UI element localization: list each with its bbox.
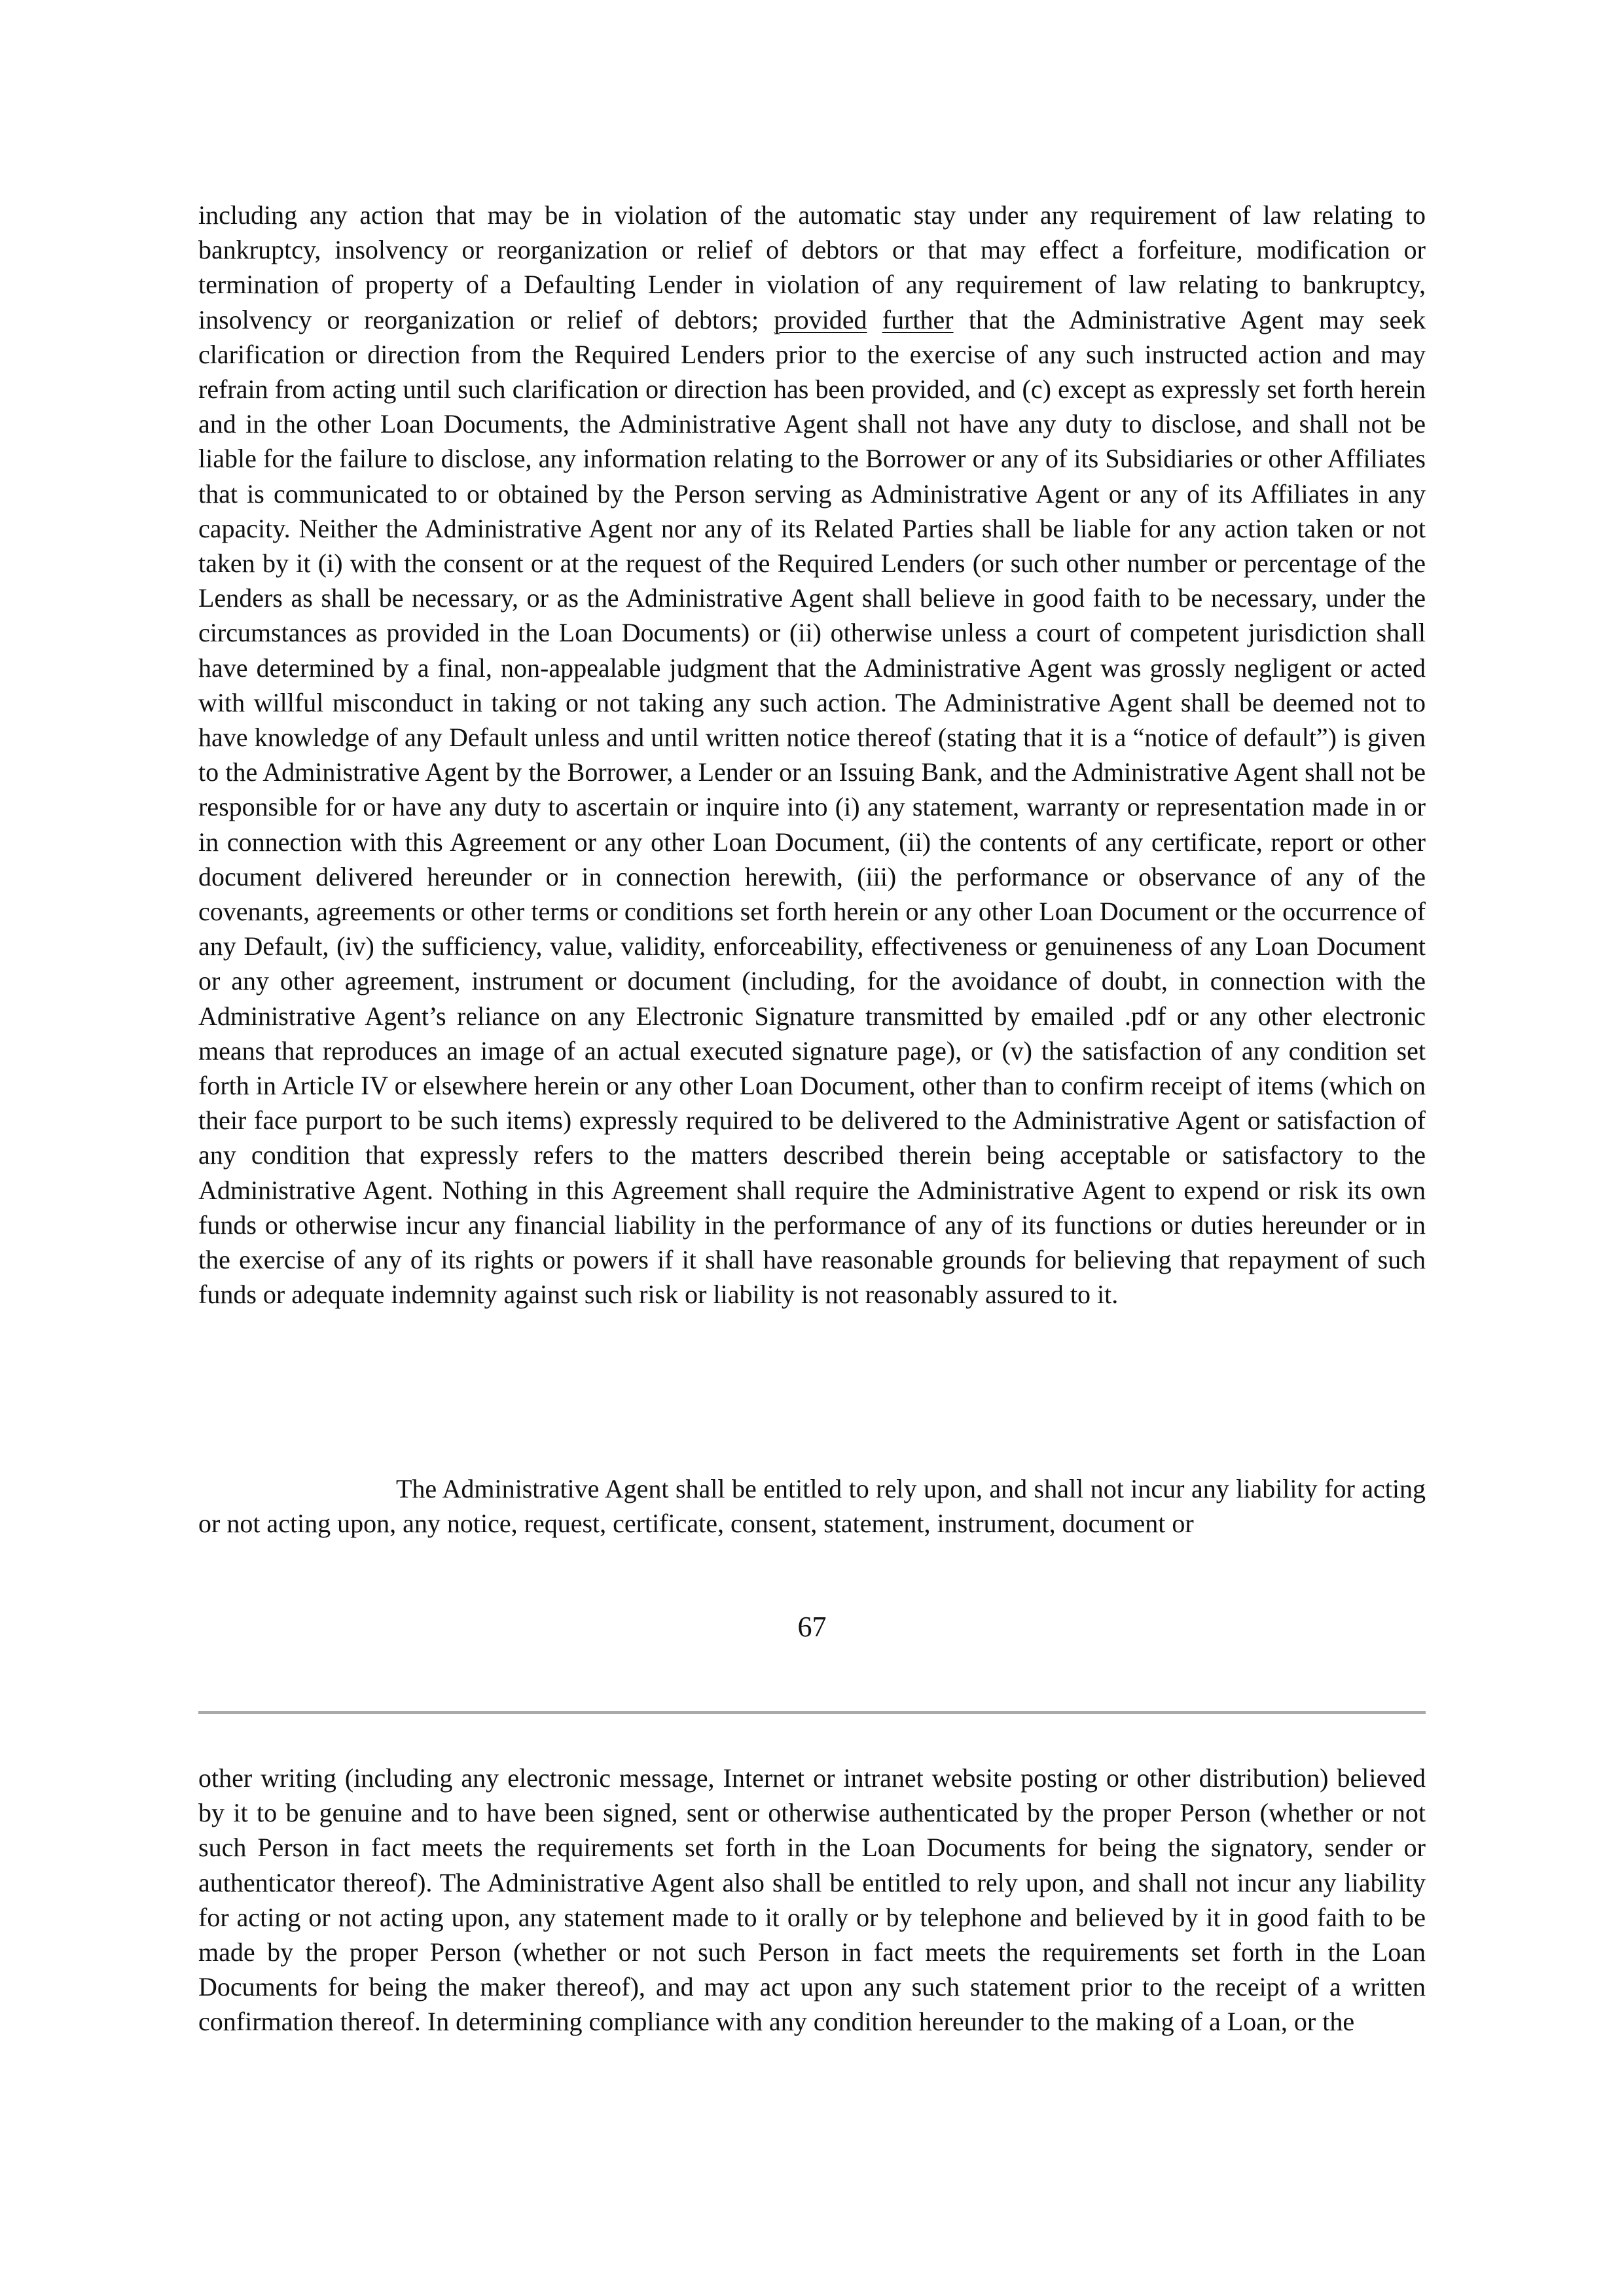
page-number: 67 [797, 1611, 827, 1643]
paragraph-other-writing: other writing (including any electronic message, Internet or intranet website posting or other distribution) believed by it to be genuine and to have been signed, sent or otherwise authenticated by the proper Person (whether or not such Person in fact meets the requirements set forth in the Loan Documents for being the signatory, sender or authenticator thereof). The Administrative Agent also shall be entitled to rely upon, and shall not incur any liability for acting or not acting upon, any statement made to it orally or by telephone and believed by it in good faith to be made by the proper Person (whether or not such Person in fact meets the requirements set forth in the Loan Documents for being the maker thereof), and may act upon any such statement prior to the receipt of a written confirmation thereof. In determining compliance with any condition hereunder to the making of a Loan, or the [198, 1763, 1426, 2037]
paragraph-agent-duties [198, 198, 1426, 1312]
page-break-divider [198, 1711, 1426, 1714]
paragraph-text: that the Administrative Agent may seek clarification or direction from the Required Lenders prior to the exercise of any such instructed action and may refrain from acting until such clarification or direction has been provided, and (c) except as expressly set forth herein and in the other Loan Documents, the Administrative Agent shall not have any duty to disclose, and shall not be liable for the failure to disclose, any information relating to the Borrower or any of its Subsidiaries or other Affiliates that is communicated to or obtained by the Person serving as Administrative Agent or any of its Affiliates in any capacity. Neither the Administrative Agent nor any of its Related Parties shall be liable for any action taken or not taken by it (i) with the consent or at the request of the Required Lenders (or such other number or percentage of the Lenders as shall be necessary, or as the Administrative Agent shall believe in good faith to be necessary, under the circumstances as provided in the Loan Documents) or (ii) otherwise unless a court of competent jurisdiction shall have determined by a final, non-appealable judgment that the Administrative Agent was grossly negligent or acted with willful misconduct in taking or not taking any such action. The Administrative Agent shall be deemed not to have knowledge of any Default unless and until written notice thereof (stating that it is a “notice of default”) is given to the Administrative Agent by the Borrower, a Lender or an Issuing Bank, and the Administrative Agent shall not be responsible for or have any duty to ascertain or inquire into (i) any statement, warranty or representation made in or in connection with this Agreement or any other Loan Document, (ii) the contents of any certificate, report or other document delivered hereunder or in connection herewith, (iii) the performance or observance of any of the covenants, agreements or other terms or conditions set forth herein or any other Loan Document or the occurrence of any Default, (iv) the sufficiency, value, validity, enforceability, effectiveness or genuineness of any Loan Document or any other agreement, instrument or document (including, for the avoidance of doubt, in connection with the Administrative Agent’s reliance on any Electronic Signature transmitted by emailed .pdf or any other electronic means that reproduces an image of an actual executed signature page), or (v) the satisfaction of any condition set forth in Article IV or elsewhere herein or any other Loan Document, other than to confirm receipt of items (which on their face purport to be such items) expressly required to be delivered to the Administrative Agent or satisfaction of any condition that expressly refers to the matters described therein being acceptable or satisfactory to the Administrative Agent. Nothing in this Agreement shall require the Administrative Agent to expend or risk its own funds or otherwise incur any financial liability in the performance of any of its functions or duties hereunder or in the exercise of any of its rights or powers if it shall have reasonable grounds for believing that repayment of such funds or adequate indemnity against such risk or liability is not reasonably assured to it. [198, 304, 1426, 1310]
paragraph-text: including any action that may be in violation of the automatic stay under any requirement of law relating to bankruptcy, insolvency or reorganization or relief of debtors or that may effect a forfeiture, modification or termination of property of a Defaulting Lender in violation of any requirement of law relating to bankruptcy, insolvency or reorganization or relief of debtors; [198, 200, 1426, 334]
underlined-term-provided: provided [774, 304, 867, 334]
paragraph-reliance: The Administrative Agent shall be entitled to rely upon, and shall not incur any liability for acting or not acting upon, any notice, request, certificate, consent, statement, instrument, document or [198, 1474, 1426, 1539]
underlined-term-further: further [882, 304, 954, 334]
